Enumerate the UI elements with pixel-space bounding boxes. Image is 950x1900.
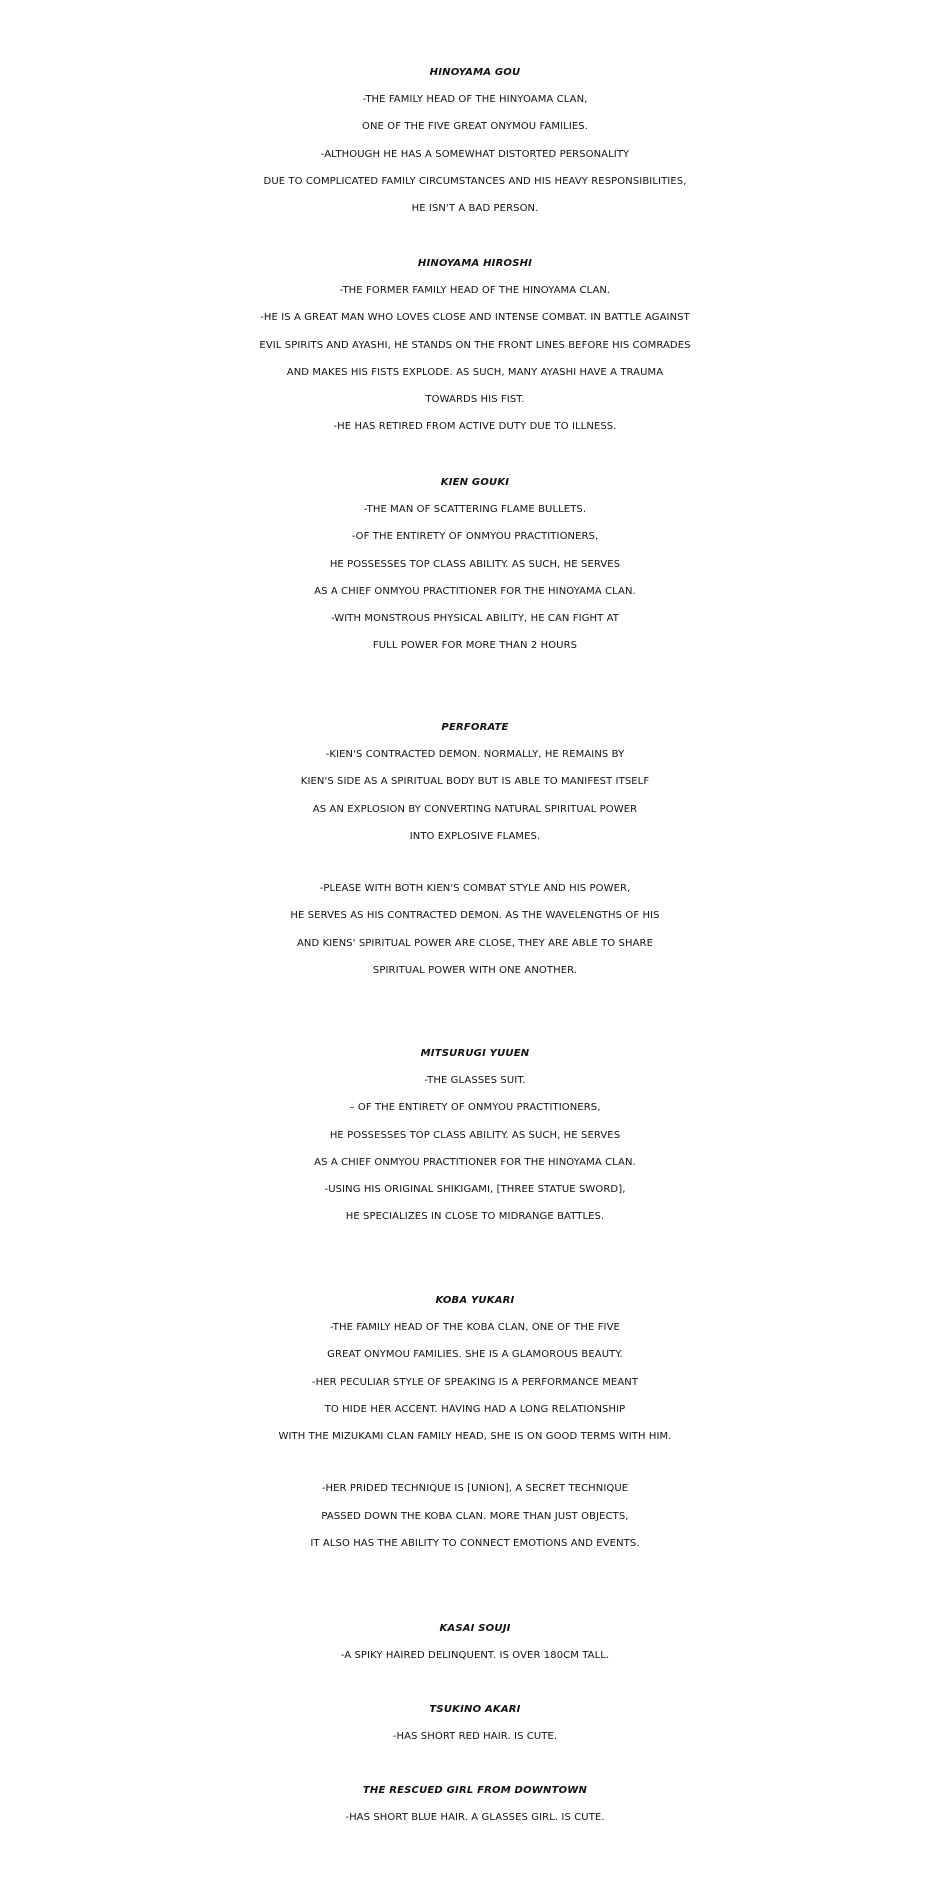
- description-line: -HE HAS RETIRED FROM ACTIVE DUTY DUE TO ILLNESS.: [333, 421, 617, 433]
- description-line: INTO EXPLOSIVE FLAMES.: [409, 830, 541, 842]
- character-entry: [0, 1288, 950, 1557]
- character-entry: [0, 715, 950, 984]
- character-name: KOBA YUKARI: [435, 1295, 515, 1306]
- character-name: KIEN GOUKI: [440, 477, 510, 488]
- description-line: AS A CHIEF ONMYOU PRACTITIONER FOR THE HINOYAMA CLAN.: [314, 1156, 636, 1168]
- description-line: EVIL SPIRITS AND AYASHI, HE STANDS ON THE FRONT LINES BEFORE HIS COMRADES: [259, 339, 691, 351]
- character-name: THE RESCUED GIRL FROM DOWNTOWN: [362, 1785, 588, 1796]
- description-line: ONE OF THE FIVE GREAT ONYMOU FAMILIES.: [361, 121, 589, 133]
- character-name: TSUKINO AKARI: [429, 1704, 521, 1715]
- description-line: -A SPIKY HAIRED DELINQUENT. IS OVER 180CM TALL.: [340, 1650, 610, 1661]
- description-line: AS A CHIEF ONMYOU PRACTITIONER FOR THE HINOYAMA CLAN.: [314, 585, 636, 597]
- character-name: HINOYAMA GOU: [429, 67, 521, 78]
- description-line: -WITH MONSTROUS PHYSICAL ABILITY, HE CAN FIGHT AT: [330, 613, 620, 625]
- character-name: KASAI SOUJI: [439, 1623, 511, 1634]
- description-line: -HAS SHORT BLUE HAIR. A GLASSES GIRL. IS CUTE.: [345, 1812, 605, 1823]
- description-line: TO HIDE HER ACCENT. HAVING HAD A LONG RELATIONSHIP: [324, 1403, 626, 1415]
- description-line: KIEN'S SIDE AS A SPIRITUAL BODY BUT IS ABLE TO MANIFEST ITSELF: [300, 776, 650, 788]
- description-line: -THE MAN OF SCATTERING FLAME BULLETS.: [363, 504, 587, 515]
- description-line: GREAT ONYMOU FAMILIES. SHE IS A GLAMOROUS BEAUTY.: [327, 1349, 623, 1361]
- description-line: FULL POWER FOR MORE THAN 2 HOURS: [372, 640, 578, 652]
- description-line: -THE FAMILY HEAD OF THE HINYOAMA CLAN,: [362, 94, 588, 105]
- description-line: -HER PRIDED TECHNIQUE IS [UNION], A SECRET TECHNIQUE: [321, 1483, 629, 1495]
- description-line: -OF THE ENTIRETY OF ONMYOU PRACTITIONERS,: [351, 531, 599, 543]
- description-line: AS AN EXPLOSION BY CONVERTING NATURAL SPIRITUAL POWER: [312, 803, 638, 815]
- character-entry: [0, 60, 950, 222]
- description-line: SPIRITUAL POWER WITH ONE ANOTHER.: [372, 965, 578, 977]
- description-line: AND KIENS' SPIRITUAL POWER ARE CLOSE, THEY ARE ABLE TO SHARE: [296, 937, 654, 949]
- description-line: -HE IS A GREAT MAN WHO LOVES CLOSE AND INTENSE COMBAT. IN BATTLE AGAINST: [260, 312, 690, 324]
- character-name: MITSURUGI YUUEN: [420, 1048, 530, 1059]
- description-line: -KIEN'S CONTRACTED DEMON. NORMALLY, HE REMAINS BY: [325, 749, 625, 760]
- description-line: WITH THE MIZUKAMI CLAN FAMILY HEAD, SHE IS ON GOOD TERMS WITH HIM.: [278, 1431, 672, 1443]
- description-line: -PLEASE WITH BOTH KIEN'S COMBAT STYLE AND HIS POWER,: [319, 883, 631, 895]
- character-name: PERFORATE: [441, 722, 509, 733]
- character-entry: [0, 1697, 950, 1750]
- description-line: IT ALSO HAS THE ABILITY TO CONNECT EMOTIONS AND EVENTS.: [310, 1538, 640, 1550]
- character-entry: [0, 1041, 950, 1231]
- description-line: -HAS SHORT RED HAIR. IS CUTE.: [392, 1731, 558, 1742]
- description-line: HE SPECIALIZES IN CLOSE TO MIDRANGE BATTLES.: [345, 1211, 605, 1223]
- description-line: – OF THE ENTIRETY OF ONMYOU PRACTITIONERS,: [349, 1102, 601, 1114]
- description-line: -USING HIS ORIGINAL SHIKIGAMI, [THREE STATUE SWORD],: [324, 1184, 626, 1196]
- description-line: -ALTHOUGH HE HAS A SOMEWHAT DISTORTED PERSONALITY: [320, 148, 630, 160]
- description-line: HE SERVES AS HIS CONTRACTED DEMON. AS THE WAVELENGTHS OF HIS: [290, 910, 660, 922]
- character-entry: [0, 1616, 950, 1669]
- character-entry: [0, 1778, 950, 1831]
- description-line: AND MAKES HIS FISTS EXPLODE. AS SUCH, MANY AYASHI HAVE A TRAUMA: [286, 366, 664, 378]
- description-line: HE POSSESSES TOP CLASS ABILITY. AS SUCH, HE SERVES: [329, 558, 621, 570]
- description-line: TOWARDS HIS FIST.: [425, 394, 525, 406]
- description-line: -THE FORMER FAMILY HEAD OF THE HINOYAMA CLAN.: [339, 285, 611, 296]
- description-line: HE ISN'T A BAD PERSON.: [411, 203, 539, 215]
- description-line: -HER PECULIAR STYLE OF SPEAKING IS A PERFORMANCE MEANT: [311, 1376, 639, 1388]
- description-line: PASSED DOWN THE KOBA CLAN. MORE THAN JUST OBJECTS,: [321, 1510, 629, 1522]
- description-line: -THE GLASSES SUIT.: [424, 1075, 526, 1086]
- description-line: DUE TO COMPLICATED FAMILY CIRCUMSTANCES AND HIS HEAVY RESPONSIBILITIES,: [263, 175, 687, 187]
- description-line: -THE FAMILY HEAD OF THE KOBA CLAN, ONE OF THE FIVE: [330, 1322, 620, 1333]
- character-entry: [0, 470, 950, 660]
- character-name: HINOYAMA HIROSHI: [417, 258, 533, 269]
- description-line: HE POSSESSES TOP CLASS ABILITY. AS SUCH, HE SERVES: [329, 1129, 621, 1141]
- character-entry: [0, 251, 950, 441]
